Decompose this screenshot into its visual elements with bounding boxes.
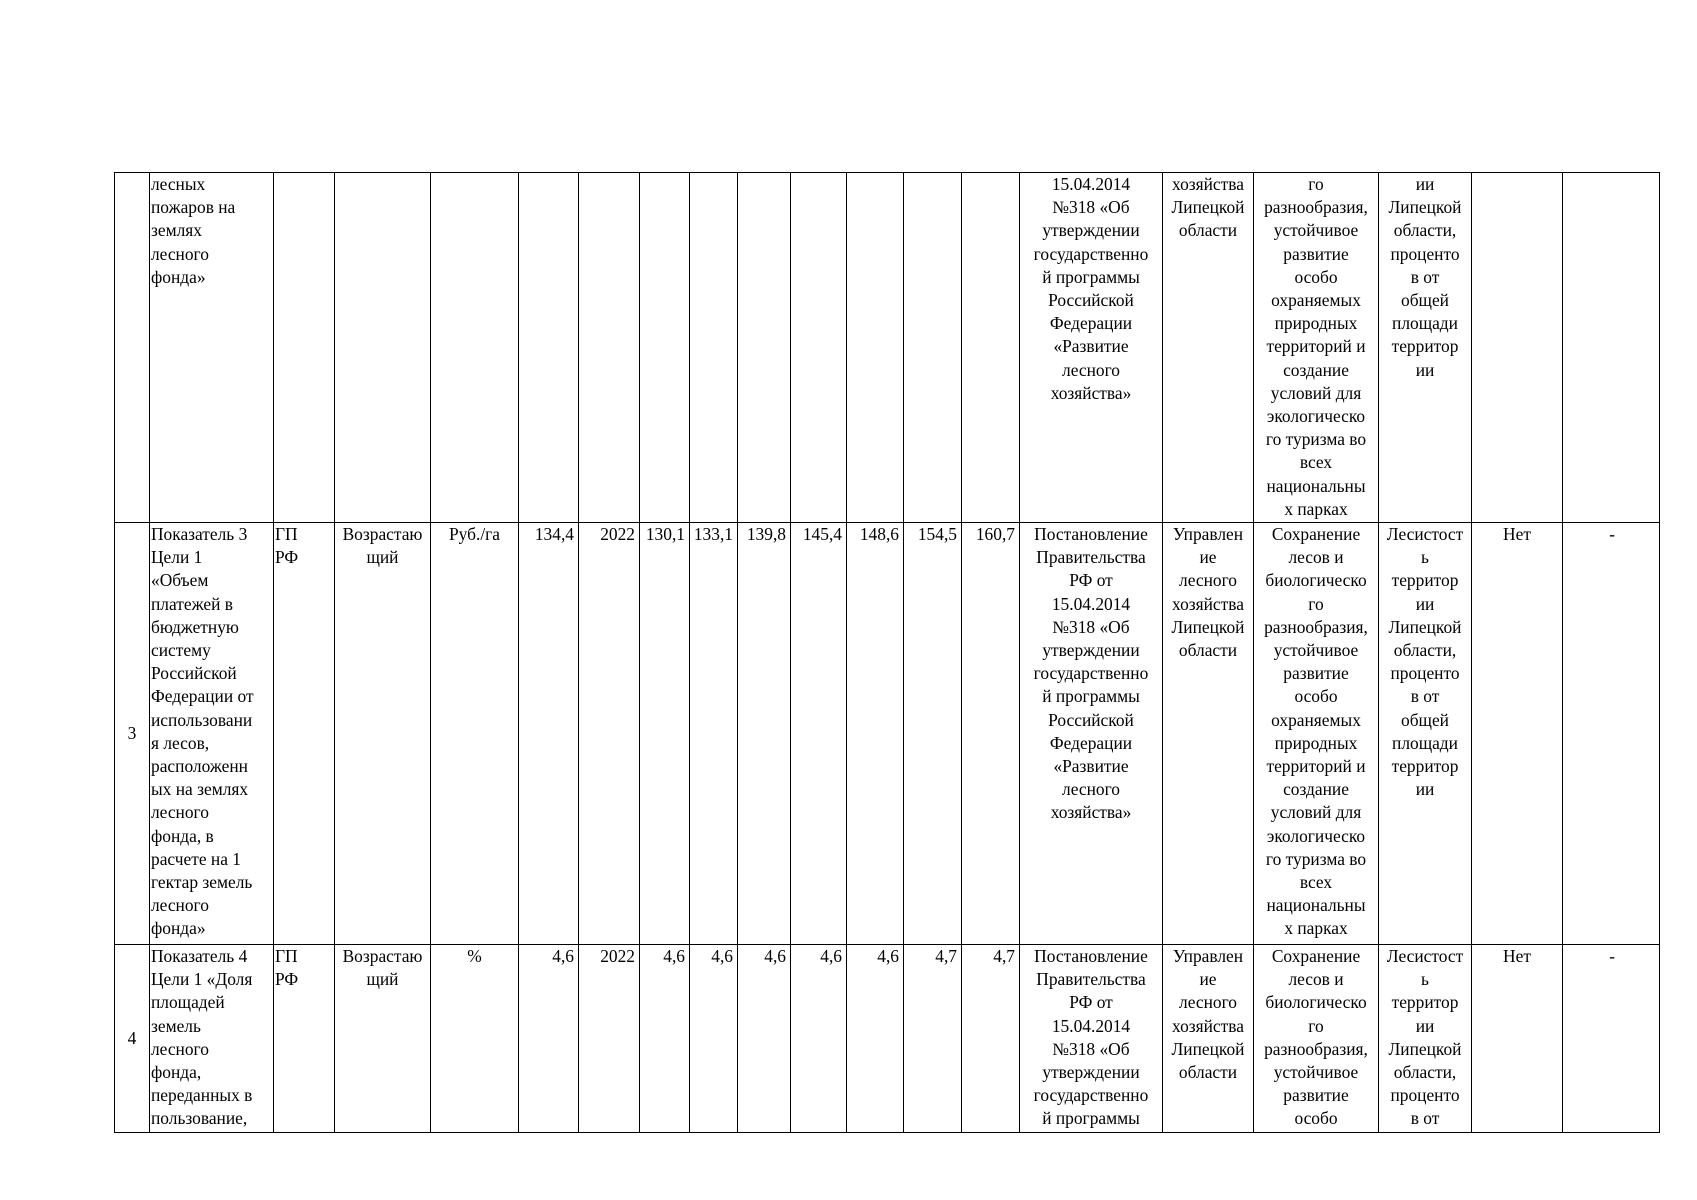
unit-cell: % xyxy=(431,945,519,1133)
value-year-6-cell: 4,7 xyxy=(904,945,962,1133)
trend-cell: Возрастаю щий xyxy=(335,945,431,1133)
base-value-cell: 4,6 xyxy=(519,945,579,1133)
level-cell: ГП РФ xyxy=(274,523,335,945)
responsible-cell: Управлен ие лесного хозяйства Липецкой области xyxy=(1163,945,1254,1133)
value-year-3-cell xyxy=(738,173,791,523)
value-year-1-cell xyxy=(640,173,690,523)
value-year-5-cell: 4,6 xyxy=(847,945,904,1133)
value-year-3-cell: 4,6 xyxy=(738,945,791,1133)
responsible-cell: Управлен ие лесного хозяйства Липецкой области xyxy=(1163,523,1254,945)
value-year-1-cell: 4,6 xyxy=(640,945,690,1133)
value-year-6-cell xyxy=(904,173,962,523)
linked-goal-cell: Сохранение лесов и биологическо го разнообразия, устойчивое развитие особо xyxy=(1254,945,1379,1133)
row-number-cell: 3 xyxy=(115,523,150,945)
value-year-7-cell xyxy=(962,173,1020,523)
indicator-name-cell: Показатель 3 Цели 1 «Объем платежей в бюджетную систему Российской Федерации от использовани я лесов, расположенн ых на землях лесного фонда, в расчете на 1 гектар земель лесного фонда» xyxy=(150,523,274,945)
trend-cell xyxy=(335,173,431,523)
level-cell: ГП РФ xyxy=(274,945,335,1133)
info-cell: - xyxy=(1563,523,1660,945)
indicator-name-cell: Показатель 4 Цели 1 «Доля площадей земель лесного фонда, переданных в пользование, xyxy=(150,945,274,1133)
unit-cell: Руб./га xyxy=(431,523,519,945)
linked-indicator-cell: ии Липецкой области, проценто в от общей площади территор ии xyxy=(1379,173,1472,523)
linked-goal-cell: го разнообразия, устойчивое развитие особо охраняемых природных территорий и создание условий для экологическо го туризма во всех национальны х парках xyxy=(1254,173,1379,523)
level-cell xyxy=(274,173,335,523)
info-cell: - xyxy=(1563,945,1660,1133)
value-year-5-cell xyxy=(847,173,904,523)
value-year-4-cell: 4,6 xyxy=(791,945,847,1133)
value-year-7-cell: 4,7 xyxy=(962,945,1020,1133)
document-cell: 15.04.2014 №318 «Об утверждении государственно й программы Российской Федерации «Развитие лесного хозяйства» xyxy=(1020,173,1163,523)
value-year-4-cell xyxy=(791,173,847,523)
indicator-name-cell: лесных пожаров на землях лесного фонда» xyxy=(150,173,274,523)
value-year-1-cell: 130,1 xyxy=(640,523,690,945)
linked-indicator-cell: Лесистост ь территор ии Липецкой области, проценто в от общей площади территор ии xyxy=(1379,523,1472,945)
row-number-cell: 4 xyxy=(115,945,150,1133)
table-row xyxy=(115,523,1660,945)
linked-goal-cell: Сохранение лесов и биологическо го разнообразия, устойчивое развитие особо охраняемых природных территорий и создание условий для экологическо го туризма во всех национальны х парках xyxy=(1254,523,1379,945)
responsible-cell: хозяйства Липецкой области xyxy=(1163,173,1254,523)
row-number-cell xyxy=(115,173,150,523)
flag-cell: Нет xyxy=(1472,945,1563,1133)
flag-cell: Нет xyxy=(1472,523,1563,945)
info-cell xyxy=(1563,173,1660,523)
value-year-7-cell: 160,7 xyxy=(962,523,1020,945)
table-row xyxy=(115,945,1660,1133)
value-year-5-cell: 148,6 xyxy=(847,523,904,945)
base-year-cell: 2022 xyxy=(579,945,640,1133)
trend-cell: Возрастаю щий xyxy=(335,523,431,945)
base-year-cell xyxy=(579,173,640,523)
indicators-table xyxy=(114,172,1660,1133)
value-year-4-cell: 145,4 xyxy=(791,523,847,945)
base-year-cell: 2022 xyxy=(579,523,640,945)
value-year-3-cell: 139,8 xyxy=(738,523,791,945)
base-value-cell: 134,4 xyxy=(519,523,579,945)
value-year-2-cell: 133,1 xyxy=(690,523,738,945)
value-year-2-cell: 4,6 xyxy=(690,945,738,1133)
document-cell: Постановление Правительства РФ от 15.04.2014 №318 «Об утверждении государственно й программы Российской Федерации «Развитие лесного хозяйства» xyxy=(1020,523,1163,945)
flag-cell xyxy=(1472,173,1563,523)
document-cell: Постановление Правительства РФ от 15.04.2014 №318 «Об утверждении государственно й программы xyxy=(1020,945,1163,1133)
value-year-6-cell: 154,5 xyxy=(904,523,962,945)
value-year-2-cell xyxy=(690,173,738,523)
base-value-cell xyxy=(519,173,579,523)
linked-indicator-cell: Лесистост ь территор ии Липецкой области, проценто в от xyxy=(1379,945,1472,1133)
unit-cell xyxy=(431,173,519,523)
table-row xyxy=(115,173,1660,523)
